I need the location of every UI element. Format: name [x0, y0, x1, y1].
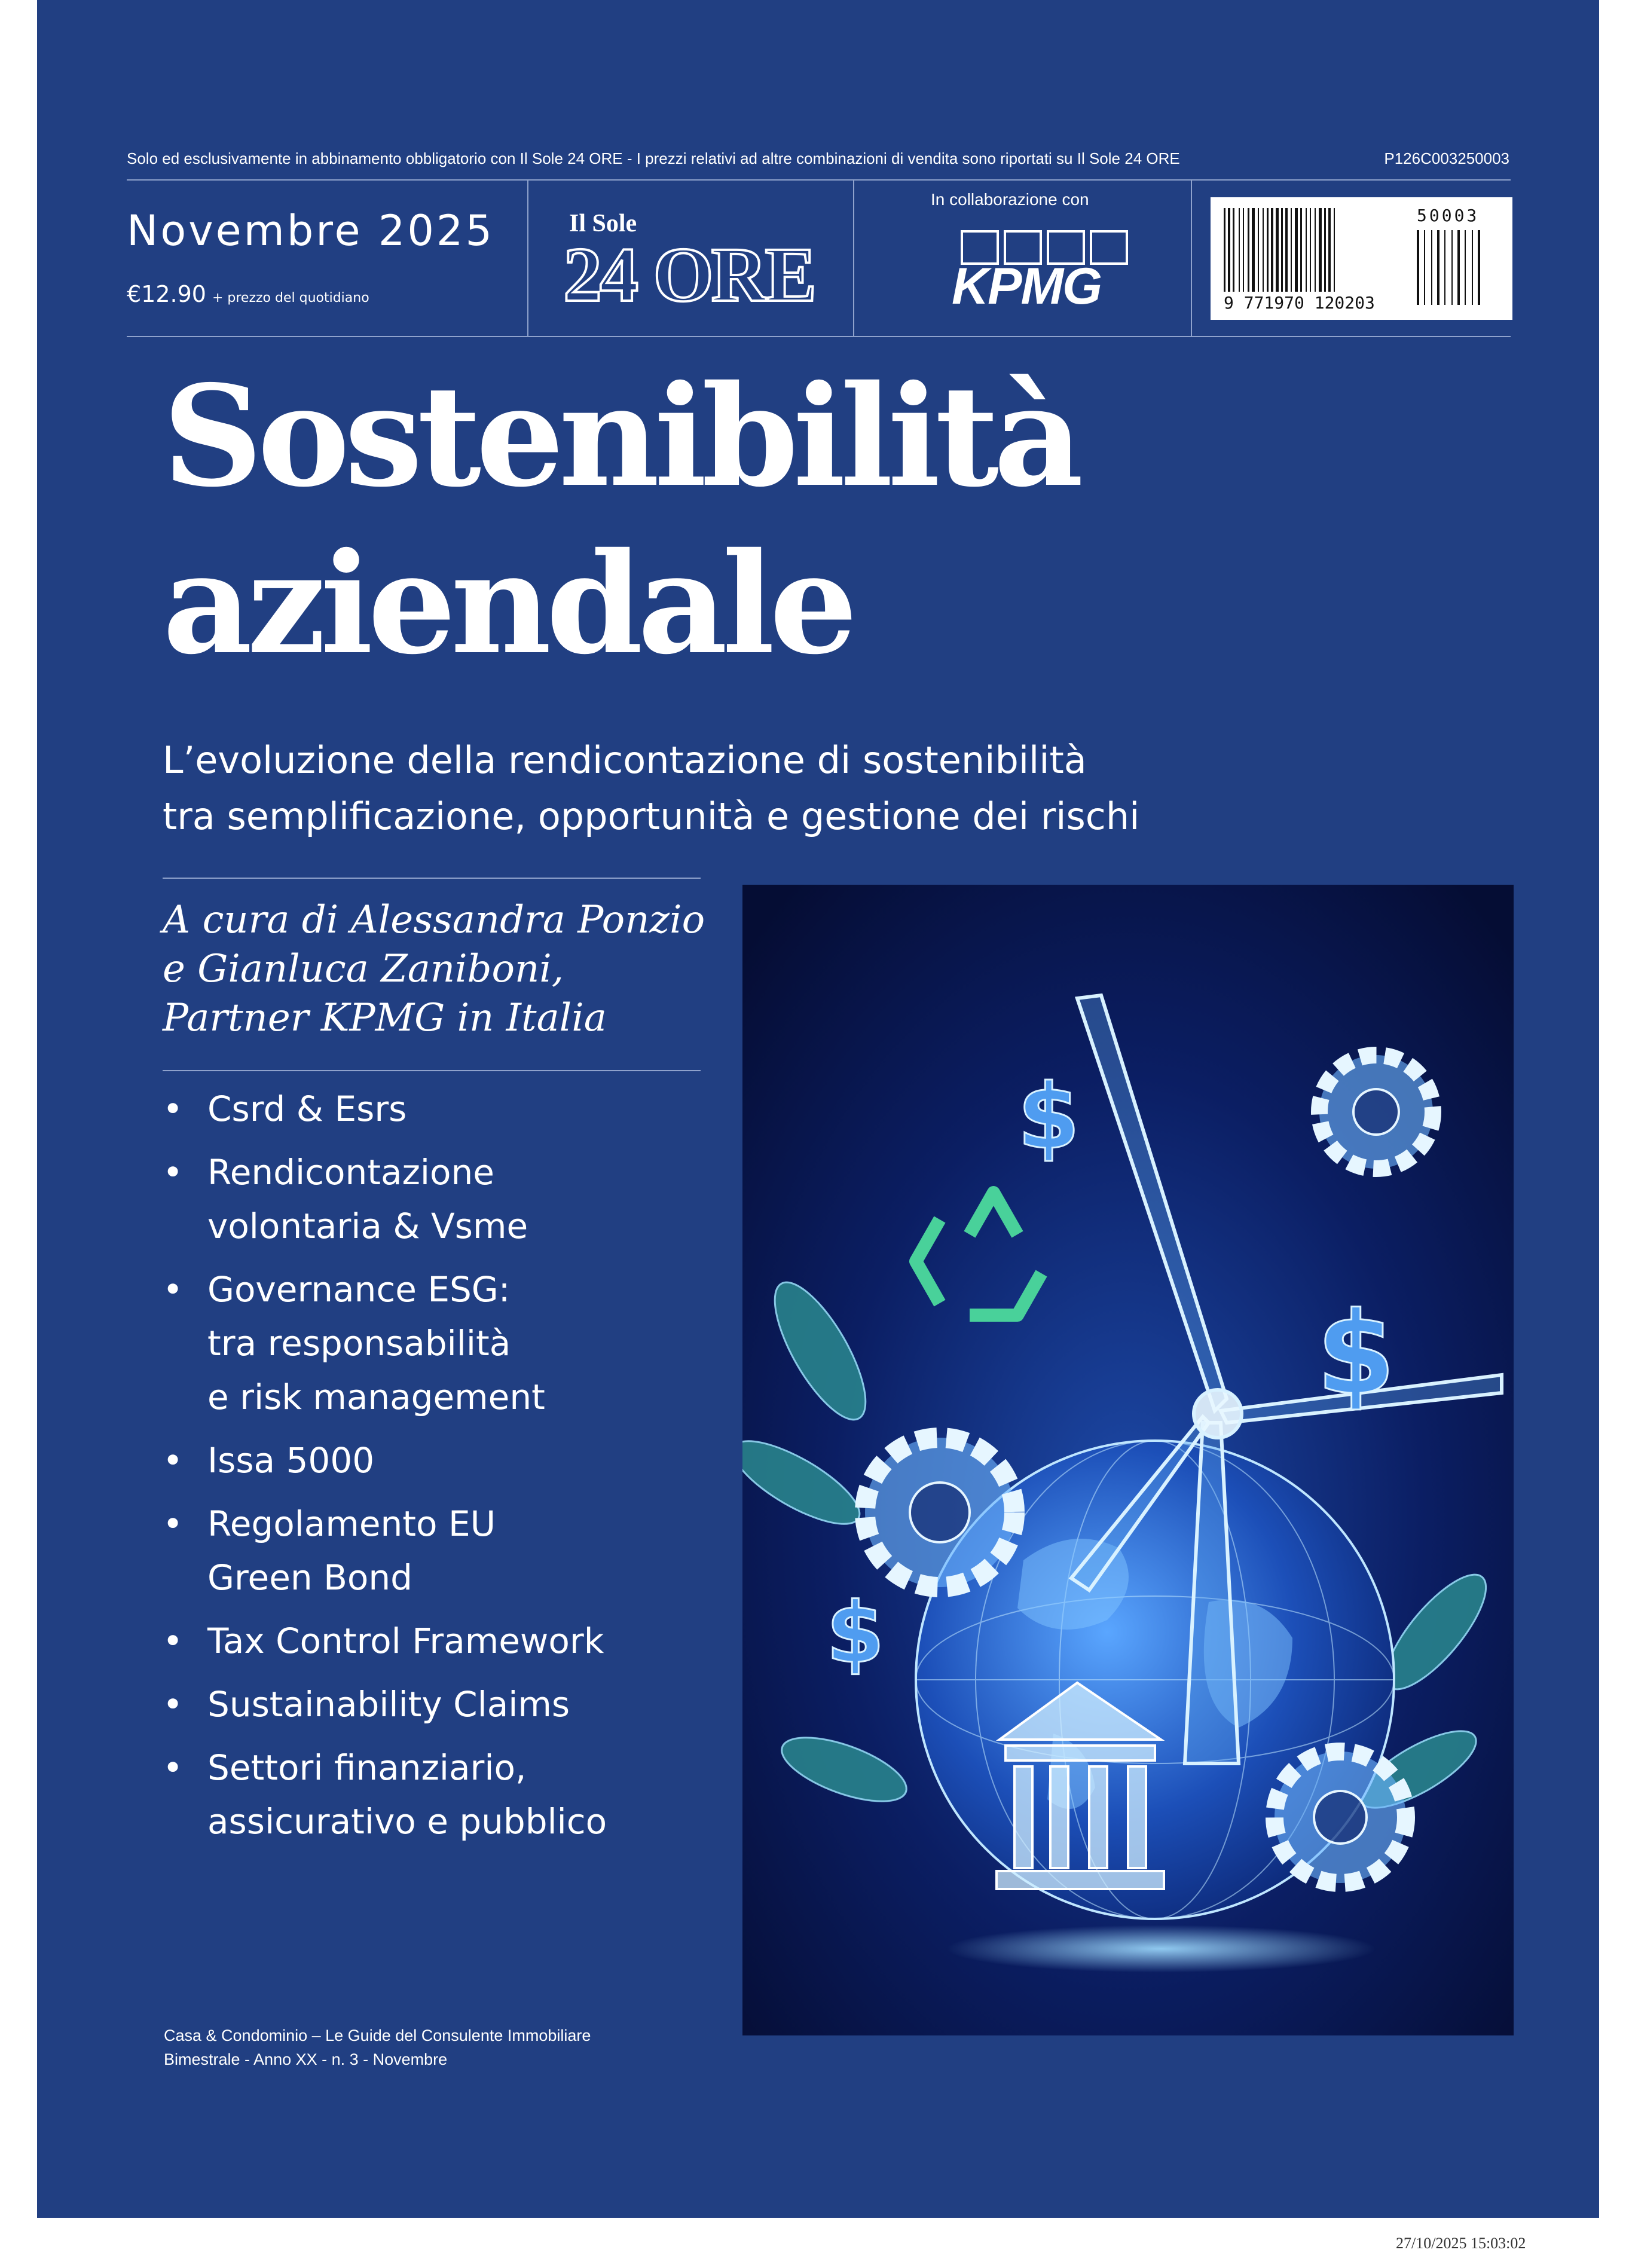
price-value: €12.90 — [127, 281, 206, 307]
topic-line: Green Bond — [207, 1557, 412, 1598]
list-item — [163, 1497, 701, 1604]
barcode-bar — [1285, 208, 1288, 292]
publication-series: Casa & Condominio – Le Guide del Consulente Immobiliare — [164, 2026, 591, 2044]
barcode-addon-number: 50003 — [1417, 206, 1480, 225]
barcode-bar — [1451, 230, 1453, 305]
distribution-notice: Solo ed esclusivamente in abbinamento obbligatorio con Il Sole 24 ORE - I prezzi relativi ad altre combinazioni di vendita sono riportati su Il Sole 24 ORE — [127, 149, 1180, 167]
barcode-bar — [1258, 208, 1259, 292]
subtitle-line: L’evoluzione della rendicontazione di sostenibilità — [163, 738, 1087, 782]
topic-line: Settori finanziario, — [207, 1747, 527, 1788]
bullet-icon: • — [163, 1269, 184, 1310]
barcode-bar — [1243, 208, 1244, 292]
topic-line: volontaria & Vsme — [207, 1206, 528, 1246]
barcode-bar — [1478, 230, 1480, 305]
barcode-bar — [1437, 230, 1439, 305]
barcode-bar — [1276, 208, 1279, 292]
topic-list — [163, 1082, 701, 1858]
topic-line: Regolamento EU — [207, 1503, 496, 1544]
barcode-bar — [1444, 230, 1445, 305]
cover — [37, 0, 1599, 2218]
dollar-icon: $ — [826, 1585, 885, 1682]
topic-line: Rendicontazione — [207, 1152, 494, 1193]
cover-illustration — [742, 885, 1514, 2035]
list-item — [163, 1145, 701, 1253]
bullet-icon: • — [163, 1440, 184, 1481]
price — [127, 281, 369, 307]
barcode-bar — [1334, 208, 1335, 292]
topic-line: e risk management — [207, 1377, 545, 1417]
barcode-bar — [1239, 208, 1240, 292]
barcode-bar — [1300, 208, 1302, 292]
bullet-icon: • — [163, 1747, 184, 1788]
partner-logo: KPMG — [952, 258, 1101, 315]
issue-month: Novembre 2025 — [127, 206, 495, 255]
bullet-icon: • — [163, 1152, 184, 1193]
publisher-logo: 24 ORE — [563, 232, 815, 318]
barcode-bar — [1224, 208, 1225, 292]
gear-icon — [865, 1438, 1014, 1587]
topic-line: Issa 5000 — [207, 1440, 375, 1481]
barcode-bar — [1431, 230, 1432, 305]
barcode-bar — [1328, 208, 1331, 292]
topic-line: Sustainability Claims — [207, 1684, 570, 1725]
curated-by — [163, 895, 705, 1043]
topic-line: assicurativo e pubblico — [207, 1801, 607, 1842]
title-line: Sostenibilità — [163, 354, 1078, 518]
header-bottom-rule — [127, 336, 1511, 337]
curated-line: Partner KPMG in Italia — [163, 996, 607, 1040]
topic-line: tra responsabilità — [207, 1323, 511, 1364]
publisher-logo-small: Il Sole — [569, 210, 637, 237]
publication-info — [164, 2024, 591, 2071]
barcode-bar — [1465, 230, 1466, 305]
header-divider — [527, 179, 528, 336]
barcode-bar — [1228, 208, 1230, 292]
bullet-icon: • — [163, 1684, 184, 1725]
barcode-bar — [1310, 208, 1311, 292]
gear-icon — [1319, 1055, 1433, 1169]
barcode-bar — [1248, 208, 1249, 292]
print-timestamp: 27/10/2025 15:03:02 — [1396, 2235, 1526, 2252]
bullet-icon: • — [163, 1503, 184, 1544]
section-rule — [163, 878, 701, 879]
list-item — [163, 1263, 701, 1424]
barcode-bar — [1315, 208, 1316, 292]
barcode-bar — [1291, 208, 1292, 292]
publication-issue: Bimestrale - Anno XX - n. 3 - Novembre — [164, 2050, 448, 2068]
gear-icon — [1275, 1752, 1406, 1883]
bullet-icon: • — [163, 1621, 184, 1661]
page-title — [163, 353, 1078, 687]
barcode-bar — [1295, 208, 1298, 292]
barcode — [1211, 197, 1512, 320]
bullet-icon: • — [163, 1089, 184, 1129]
subtitle-line: tra semplificazione, opportunità e gestione dei rischi — [163, 794, 1140, 838]
dollar-icon: $ — [1017, 1065, 1080, 1169]
top-rule — [127, 179, 1511, 181]
dollar-icon: $ — [1316, 1288, 1396, 1420]
barcode-bar — [1252, 208, 1255, 292]
title-line: aziendale — [163, 522, 852, 685]
barcode-bar — [1233, 208, 1234, 292]
barcode-bar — [1424, 230, 1425, 305]
price-note: + prezzo del quotidiano — [212, 291, 369, 305]
barcode-bar — [1472, 230, 1473, 305]
barcode-bar — [1281, 208, 1283, 292]
product-code: P126C003250003 — [1384, 149, 1509, 167]
header-divider — [1191, 179, 1192, 336]
barcode-bar — [1319, 208, 1322, 292]
barcode-bar — [1271, 208, 1273, 292]
barcode-number: 9 771970 120203 — [1224, 293, 1375, 313]
barcode-bar — [1263, 208, 1264, 292]
list-item — [163, 1614, 701, 1668]
topic-line: Csrd & Esrs — [207, 1089, 407, 1129]
list-item — [163, 1433, 701, 1487]
barcode-bar — [1306, 208, 1307, 292]
barcode-bar — [1267, 208, 1269, 292]
list-item — [163, 1082, 701, 1136]
barcode-bar — [1324, 208, 1326, 292]
subtitle — [163, 732, 1139, 845]
curated-line: e Gianluca Zaniboni, — [163, 947, 564, 991]
barcode-bar — [1457, 230, 1460, 305]
topic-line: Governance ESG: — [207, 1269, 511, 1310]
topic-line: Tax Control Framework — [207, 1621, 604, 1661]
collaboration-label: In collaborazione con — [931, 190, 1089, 209]
section-rule — [163, 1070, 701, 1071]
list-item — [163, 1677, 701, 1731]
header-divider — [853, 179, 854, 336]
curated-line: A cura di Alessandra Ponzio — [163, 898, 705, 942]
list-item — [163, 1741, 701, 1848]
barcode-bar — [1417, 230, 1419, 305]
